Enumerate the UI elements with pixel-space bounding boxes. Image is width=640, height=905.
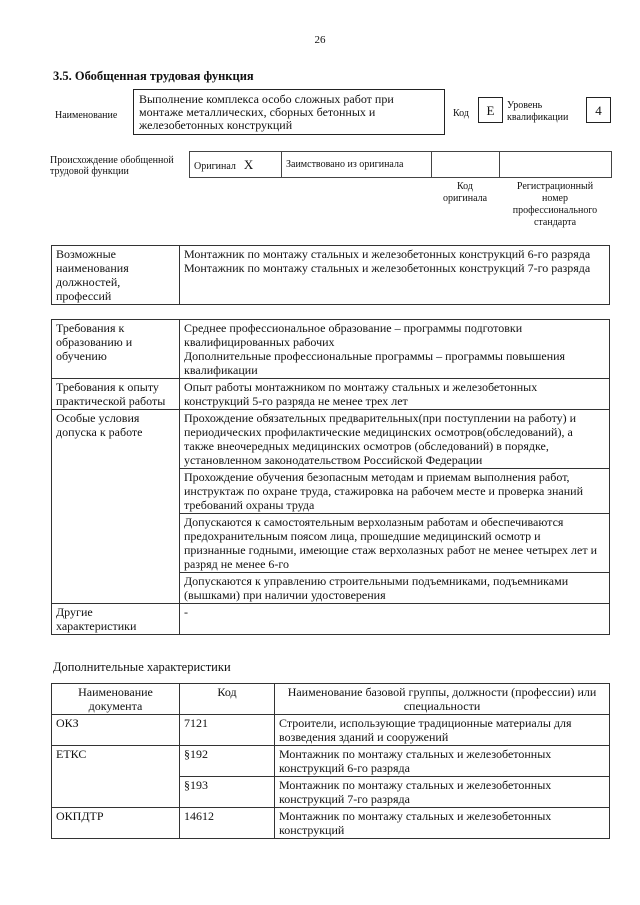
table-row [52,715,610,746]
column-header: Наименование базовой группы, должности (профессии) или специальности [275,684,610,715]
req-label: Требования к опыту практической работы [52,379,180,410]
origin-table [189,151,612,178]
req-value: Среднее профессиональное образование – программы подготовки квалифицированных рабочих Дополнительные профессиональные программы – программы повышения квалификации [180,320,610,379]
table-row [52,746,610,777]
positions-label: Возможные наименования должностей, профессий [52,246,180,305]
name-cell: Монтажник по монтажу стальных и железобетонных конструкций 6-го разряда [275,746,610,777]
column-header: Наименование документа [52,684,180,715]
doc-cell: ЕТКС [52,746,180,808]
position-item: Монтажник по монтажу стальных и железобетонных конструкций 6-го разряда [184,247,591,261]
req-value: Допускаются к самостоятельным верхолазным работам и обеспечиваются предохранительным поясом лица, прошедшие медицинский осмотр и признанные годными, имеющие стаж верхолазных работ не менее четырех лет и разряд не менее 6-го [180,514,610,573]
req-label: Другие характеристики [52,604,180,635]
original-label: Оригинал [194,160,236,172]
doc-cell: ОКЗ [52,715,180,746]
level-field: 4 [586,97,611,123]
origin-original-cell [190,152,282,178]
name-cell: Монтажник по монтажу стальных и железобетонных конструкций 7-го разряда [275,777,610,808]
function-name-field: Выполнение комплекса особо сложных работ при монтаже металлических, сборных бетонных и железобетонных конструкций [133,89,445,135]
table-row [52,379,610,410]
additional-title: Дополнительные характеристики [53,660,231,674]
origin-code-caption: Код оригинала [442,181,488,204]
name-label: Наименование [55,110,118,121]
code-label: Код [453,108,469,119]
origin-label: Происхождение обобщенной трудовой функции [50,155,174,177]
borrowed-label: Заимствовано из оригинала [286,159,404,170]
table-row [52,246,610,305]
origin-reg-cell [500,152,612,178]
req-value: Прохождение обучения безопасным методам и приемам выполнения работ, инструктаж по охране труда, стажировка на рабочем месте и проверка знаний требований охраны труда [180,469,610,514]
req-label: Особые условия допуска к работе [52,410,180,604]
table-row [52,604,610,635]
table-header-row [52,684,610,715]
req-value: Прохождение обязательных предварительных(при поступлении на работу) и периодических профилактические медицинских осмотров(обследований), а также внеочередных медицинских осмотров (обследований) в порядке, установленном законодательством Российской Федерации [180,410,610,469]
req-value: - [180,604,610,635]
page-number: 26 [314,34,326,46]
level-label: Уровень квалификации [507,100,569,123]
position-item: Монтажник по монтажу стальных и железобетонных конструкций 7-го разряда [184,261,591,275]
positions-table [51,245,610,305]
table-row [52,410,610,469]
code-cell: §192 [180,746,275,777]
name-cell: Монтажник по монтажу стальных и железобетонных конструкций [275,808,610,839]
req-value: Опыт работы монтажником по монтажу стальных и железобетонных конструкций 5-го разряда не менее трех лет [180,379,610,410]
code-cell: §193 [180,777,275,808]
original-mark: Х [243,156,254,172]
name-cell: Строители, использующие традиционные материалы для возведения зданий и сооружений [275,715,610,746]
origin-code-cell [432,152,500,178]
table-row [52,808,610,839]
origin-reg-caption: Регистрационный номер профессионального стандарта [512,181,598,228]
code-cell: 14612 [180,808,275,839]
code-field: Е [478,97,503,123]
code-cell: 7121 [180,715,275,746]
doc-cell: ОКПДТР [52,808,180,839]
table-row [52,320,610,379]
req-label: Требования к образованию и обучению [52,320,180,379]
positions-values [180,246,610,305]
req-value: Допускаются к управлению строительными подъемниками, подъемниками (вышками) при наличии удостоверения [180,573,610,604]
origin-borrowed-cell [282,152,432,178]
column-header: Код [180,684,275,715]
section-title: 3.5. Обобщенная трудовая функция [53,69,254,83]
requirements-table [51,319,610,635]
additional-table [51,683,610,839]
